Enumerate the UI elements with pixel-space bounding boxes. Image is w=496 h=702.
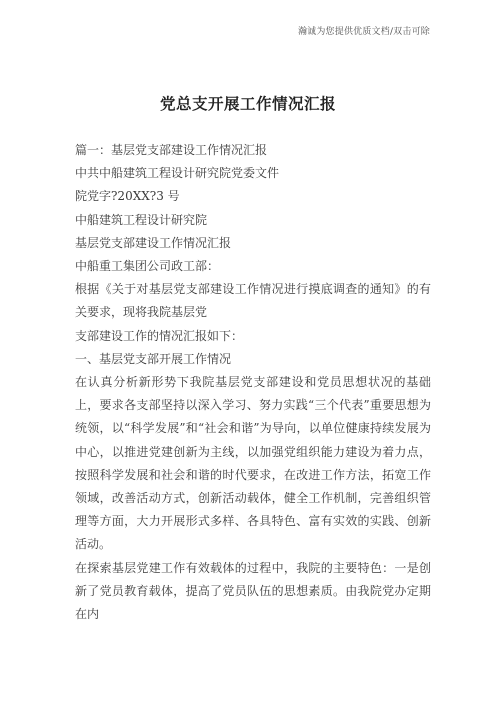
- line-report-title: 基层党支部建设工作情况汇报: [75, 235, 232, 250]
- header-note: 瀚诚为您提供优质文档/双击可除: [297, 27, 430, 37]
- line-section-heading: 篇一：基层党支部建设工作情况汇报: [75, 143, 268, 157]
- paragraph-section-one-heading: 一、基层党支部开展工作情况: [75, 351, 232, 366]
- paragraph-analysis: 在认真分析新形势下我院基层党支部建设和党员思想状况的基础上，要求各支部坚持以深入学习、努力实践“三个代表”重要思想为统领，以“科学发展”和“社会和谐”为导向，以单位健康持续发展为中心，以推进党建创新为主线，以加强党组织能力建设为着力点，按照科学发展和社会和谐的时代要求，在改进工作方法，拓宽工作领域，改善活动方式，创新活动载体，健全工作机制，完善组织管理等方面，大力开展形式多样、各具特色、富有实效的实践、创新活动。: [75, 374, 431, 552]
- line-document-number: 院党字?20XX?3 号: [75, 189, 180, 204]
- line-recipient: 中船重工集团公司政工部：: [75, 258, 220, 273]
- document-title: 党总支开展工作情况汇报: [159, 94, 336, 113]
- paragraph-exploration: 在探索基层党建工作有效载体的过程中，我院的主要特色：一是创新了党员教育载体，提高了党员队伍的思想素质。由我院党办定期在内: [75, 560, 431, 621]
- line-party-committee: 中共中船建筑工程设计研究院党委文件: [75, 166, 280, 181]
- paragraph-intro: 根据《关于对基层党支部建设工作情况进行摸底调查的通知》的有关要求，现将我院基层党: [75, 282, 431, 320]
- line-institute-name: 中船建筑工程设计研究院: [75, 212, 208, 227]
- paragraph-intro-continued: 支部建设工作的情况汇报如下：: [75, 328, 244, 343]
- document-body: [75, 139, 431, 626]
